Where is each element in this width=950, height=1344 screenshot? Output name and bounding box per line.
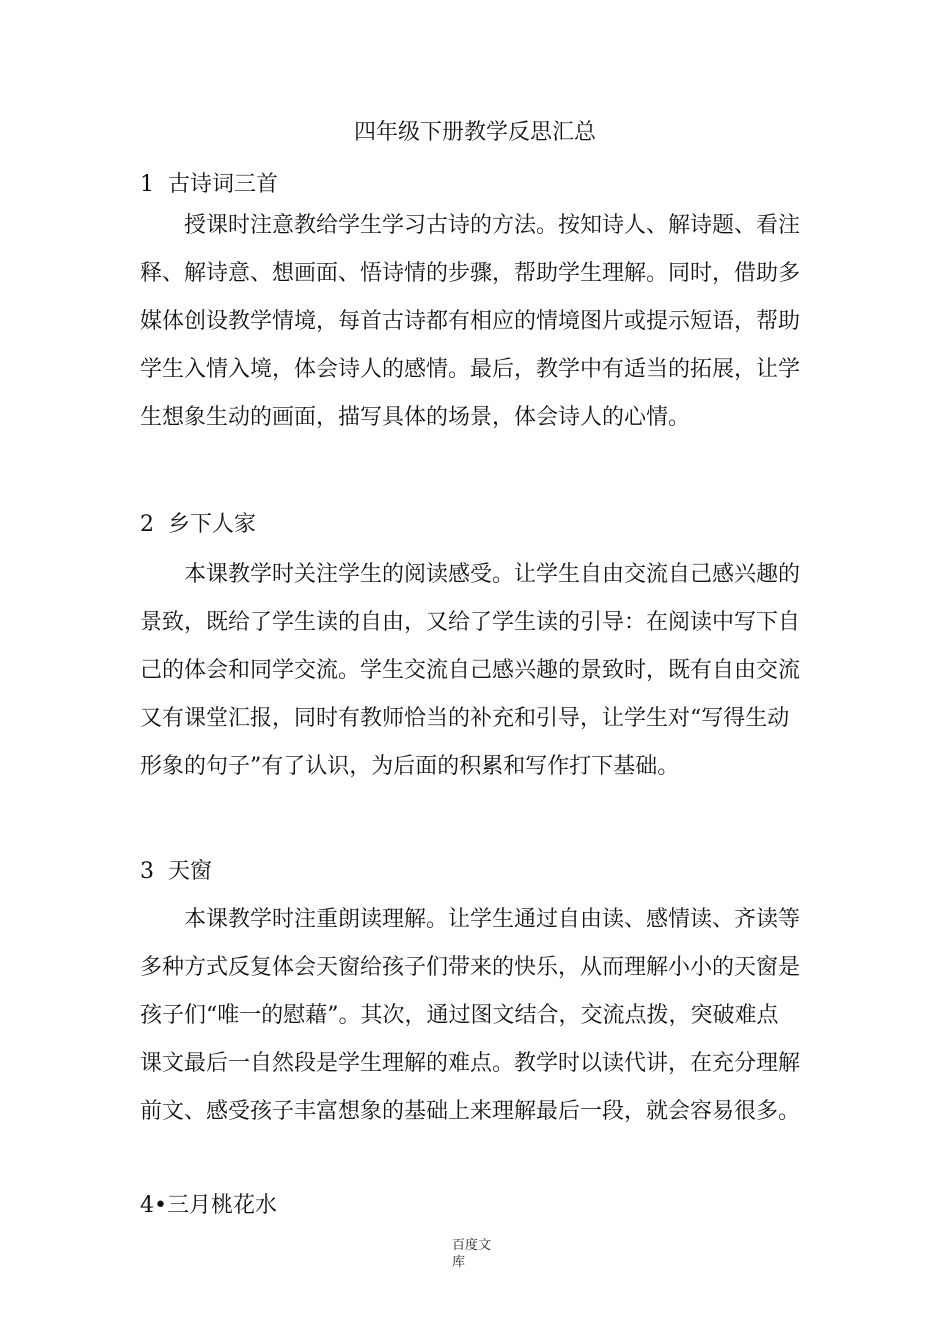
paragraph-line: 释、解诗意、想画面、悟诗情的步骤，帮助学生理解。同时，借助多 [140,261,801,286]
paragraph-line: 本课教学时注重朗读理解。让学生通过自由读、感情读、齐读等 [184,907,801,932]
footer-line: 百度文 [452,1238,492,1253]
page-title: 四年级下册教学反思汇总 [353,120,596,145]
paragraph-line: 形象的句子”有了认识，为后面的积累和写作打下基础。 [140,754,680,779]
paragraph-line: 孩子们“唯一的慰藉”。其次，通过图文结合，交流点拨，突破难点 [140,1003,779,1028]
paragraph-line: 多种方式反复体会天窗给孩子们带来的快乐，从而理解小小的天窗是 [140,955,801,980]
paragraph-line: 学生入情入境，体会诗人的感情。最后，教学中有适当的拓展，让学 [140,357,801,382]
paragraph-line: 生想象生动的画面，描写具体的场景，体会诗人的心情。 [140,405,691,430]
footer-line: 库 [452,1255,466,1270]
section-heading-3: 3 天窗 [140,859,212,884]
paragraph-line: 景致，既给了学生读的自由，又给了学生读的引导：在阅读中写下自 [140,610,801,635]
section-paragraph-3 [140,896,820,1136]
paragraph-line: 前文、感受孩子丰富想象的基础上来理解最后一段，就会容易很多。 [140,1099,801,1124]
section-heading-2: 2 乡下人家 [140,512,256,537]
paragraph-line: 课文最后一自然段是学生理解的难点。教学时以读代讲，在充分理解 [140,1051,801,1076]
section-paragraph-1 [140,202,820,442]
section-heading-4: 4•三月桃花水 [140,1193,277,1218]
paragraph-line: 本课教学时关注学生的阅读感受。让学生自由交流自己感兴趣的 [184,562,801,587]
paragraph-line: 授课时注意教给学生学习古诗的方法。按知诗人、解诗题、看注 [184,213,801,238]
section-paragraph-2 [140,551,820,791]
paragraph-line: 媒体创设教学情境，每首古诗都有相应的情境图片或提示短语，帮助 [140,309,801,334]
paragraph-line: 又有课堂汇报，同时有教师恰当的补充和引导，让学生对“写得生动 [140,706,790,731]
section-heading-1: 1 古诗词三首 [140,172,278,197]
page-footer [452,1237,512,1271]
paragraph-line: 己的体会和同学交流。学生交流自己感兴趣的景致时，既有自由交流 [140,658,801,683]
